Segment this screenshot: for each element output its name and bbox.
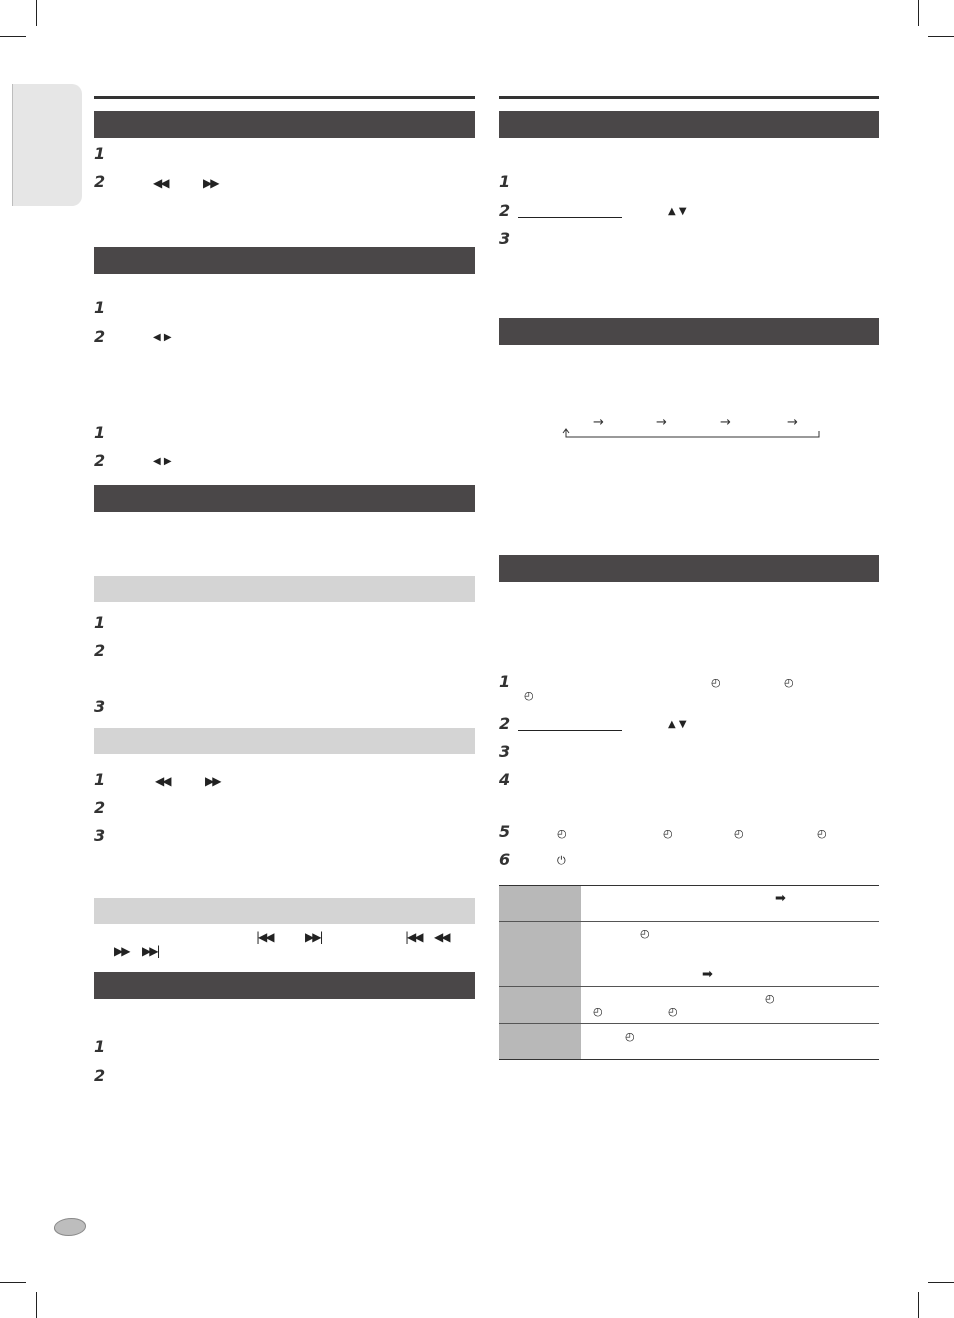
- step-number: 1: [94, 613, 106, 632]
- underline: [518, 730, 622, 731]
- step-number: 2: [499, 714, 511, 733]
- step-number: 2: [94, 798, 106, 817]
- step-number: 2: [94, 172, 106, 191]
- crop-mark: [928, 36, 954, 37]
- step-number: 2: [499, 201, 511, 220]
- left-right-arrow-icon: ◀ ▶: [153, 456, 172, 467]
- table-rule: [499, 1059, 879, 1060]
- step-number: 3: [94, 826, 106, 845]
- table-row-header: [499, 1024, 581, 1059]
- step-number: 1: [499, 672, 511, 691]
- cycle-arrow: →: [593, 415, 604, 430]
- step-number: 2: [94, 451, 106, 470]
- step-number: 3: [499, 229, 511, 248]
- section-bar: [94, 972, 475, 999]
- rewind-icon: ◀◀: [155, 774, 170, 788]
- skip-forward-icon: ▶▶|: [305, 930, 322, 944]
- step-number: 3: [499, 742, 511, 761]
- side-tab-edge: [12, 84, 13, 206]
- clock-icon: ◴: [663, 827, 673, 840]
- step-number: 2: [94, 327, 106, 346]
- clock-icon: ◴: [625, 1030, 635, 1043]
- underline: [518, 217, 622, 218]
- subsection-bar: [94, 898, 475, 924]
- step-number: 6: [499, 850, 511, 869]
- side-tab: [12, 84, 82, 206]
- rewind-icon: ◀◀: [434, 930, 449, 944]
- table-row-header: [499, 886, 581, 921]
- step-number: 5: [499, 822, 511, 841]
- step-number: 1: [94, 298, 106, 317]
- section-bar: [499, 111, 879, 138]
- step-number: 2: [94, 641, 106, 660]
- fast-forward-icon: ▶▶: [205, 774, 220, 788]
- step-number: 1: [499, 172, 511, 191]
- top-rule-right: [499, 96, 879, 99]
- subsection-bar: [94, 576, 475, 602]
- crop-mark: [918, 0, 919, 26]
- clock-icon: ◴: [524, 689, 534, 702]
- crop-mark: [0, 1282, 26, 1283]
- clock-icon: ◴: [711, 676, 721, 689]
- clock-icon: ◴: [593, 1005, 603, 1018]
- skip-back-icon: |◀◀: [256, 930, 273, 944]
- crop-mark: [36, 1292, 37, 1318]
- cycle-arrow: →: [787, 415, 798, 430]
- clock-icon: ◴: [817, 827, 827, 840]
- clock-icon: ◴: [784, 676, 794, 689]
- table-row-header: [499, 922, 581, 986]
- section-bar: [499, 318, 879, 345]
- cycle-arrow: →: [720, 415, 731, 430]
- table-row-header: [499, 987, 581, 1023]
- section-bar: [94, 485, 475, 512]
- skip-forward-icon: ▶▶|: [142, 944, 159, 958]
- right-arrow-icon: ➡: [775, 891, 786, 906]
- fast-forward-icon: ▶▶: [203, 176, 218, 190]
- step-number: 3: [94, 697, 106, 716]
- cycle-return-line: [560, 428, 826, 442]
- left-right-arrow-icon: ◀ ▶: [153, 332, 172, 343]
- clock-icon: ◴: [668, 1005, 678, 1018]
- page-number-badge: [52, 1218, 87, 1236]
- crop-mark: [918, 1292, 919, 1318]
- step-number: 1: [94, 1037, 106, 1056]
- top-rule-left: [94, 96, 475, 99]
- clock-icon: ◴: [734, 827, 744, 840]
- rewind-icon: ◀◀: [153, 176, 168, 190]
- cycle-arrow: →: [656, 415, 667, 430]
- clock-icon: ◴: [640, 927, 650, 940]
- crop-mark: [36, 0, 37, 26]
- step-number: 1: [94, 423, 106, 442]
- up-down-arrow-icon: ▲ ▼: [668, 719, 687, 730]
- step-number: 4: [499, 770, 511, 789]
- section-bar: [499, 555, 879, 582]
- right-arrow-icon: ➡: [702, 967, 713, 982]
- up-down-arrow-icon: ▲ ▼: [668, 206, 687, 217]
- clock-icon: ◴: [765, 992, 775, 1005]
- skip-back-icon: |◀◀: [405, 930, 422, 944]
- crop-mark: [928, 1282, 954, 1283]
- step-number: 2: [94, 1066, 106, 1085]
- power-icon: ⏻: [557, 854, 566, 867]
- step-number: 1: [94, 770, 106, 789]
- section-bar: [94, 111, 475, 138]
- step-number: 1: [94, 144, 106, 163]
- section-bar: [94, 247, 475, 274]
- crop-mark: [0, 36, 26, 37]
- fast-forward-icon: ▶▶: [114, 944, 129, 958]
- subsection-bar: [94, 728, 475, 754]
- clock-icon: ◴: [557, 827, 567, 840]
